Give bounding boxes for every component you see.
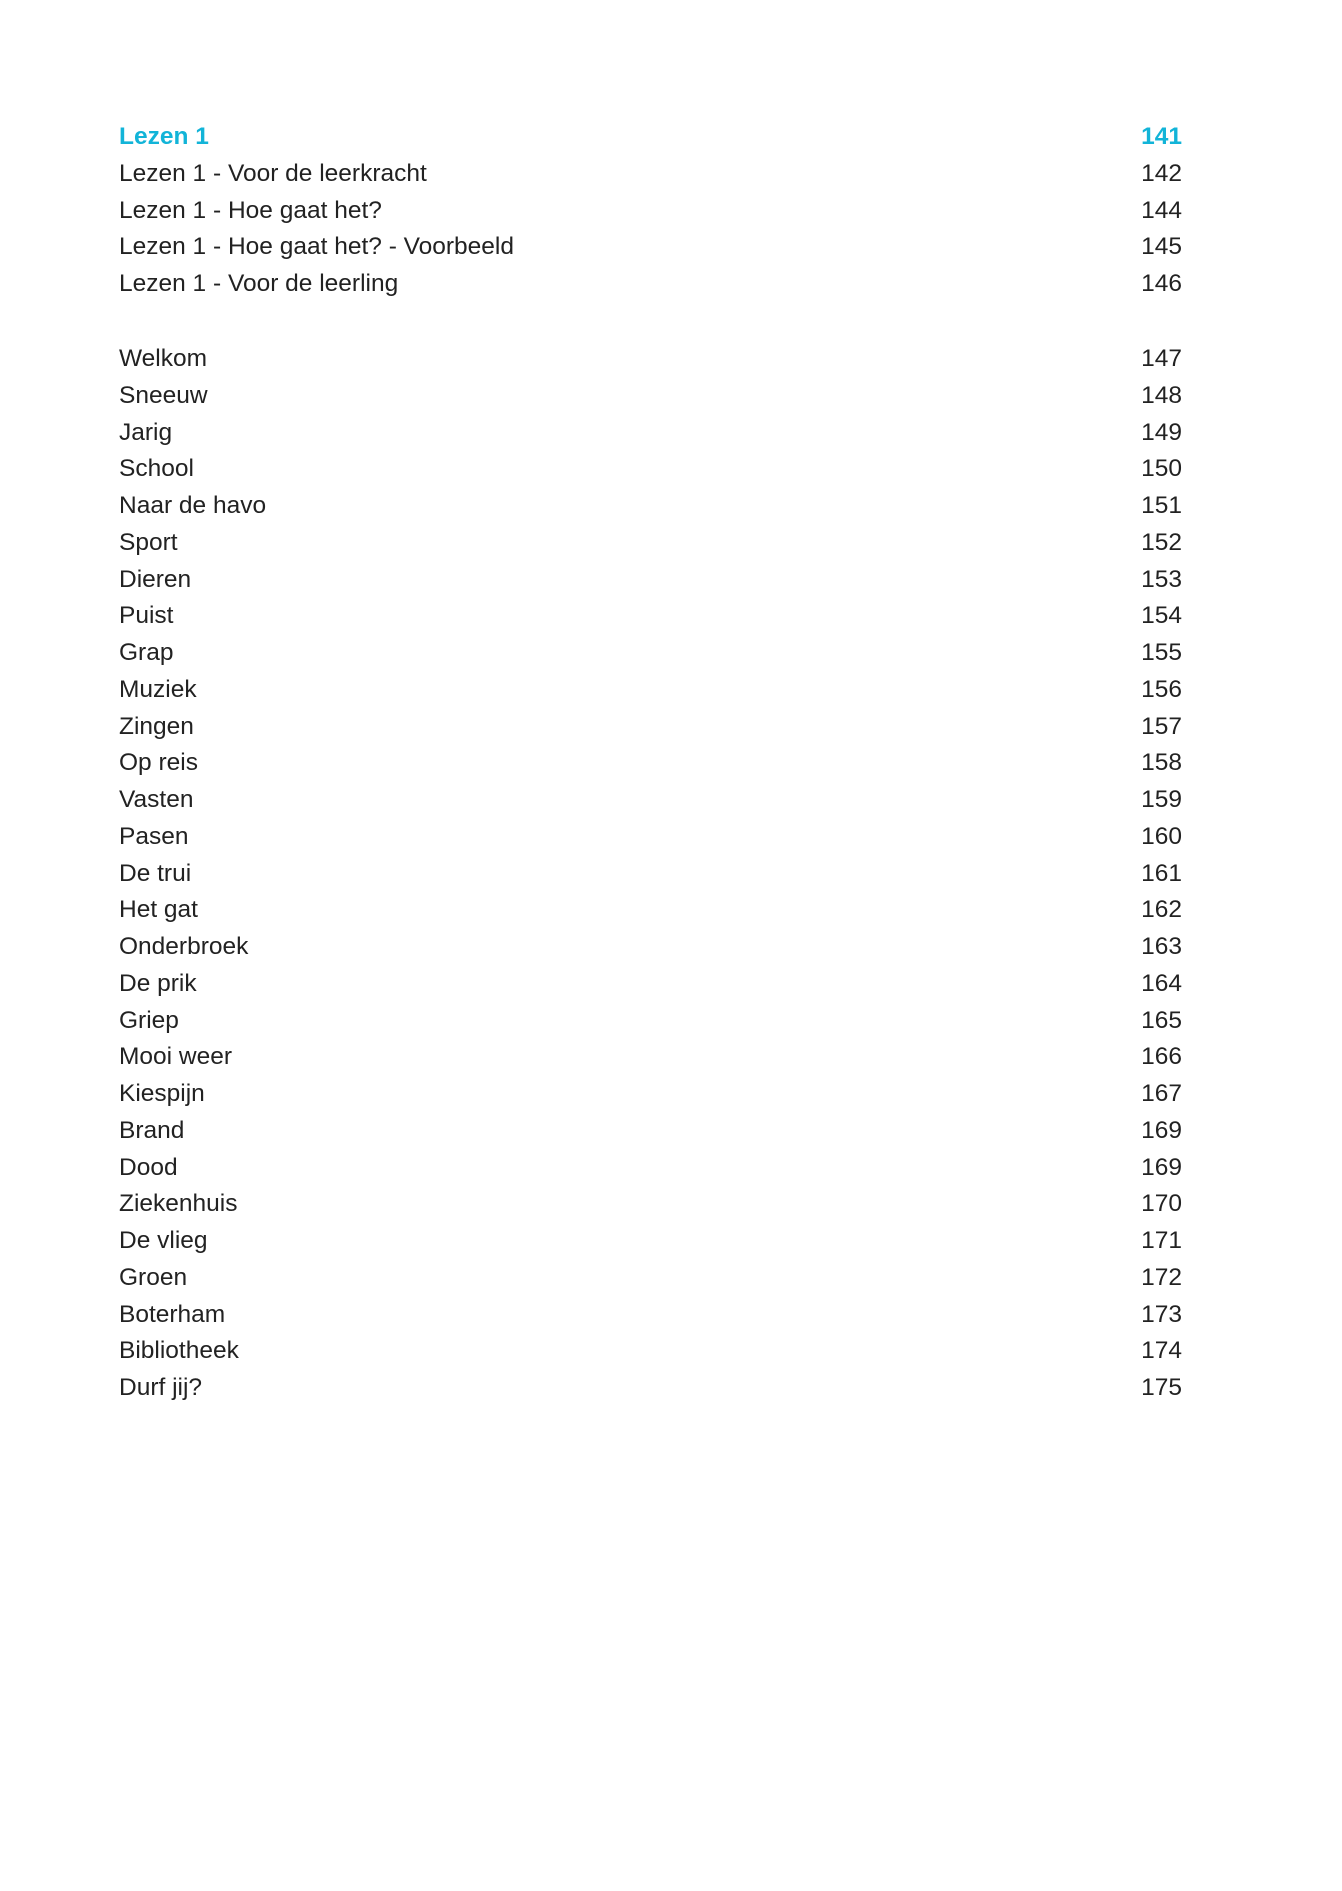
entry-page-number: 174	[1141, 1337, 1182, 1365]
toc-entry[interactable]	[119, 635, 1182, 671]
entry-page-number: 159	[1141, 786, 1182, 813]
entry-title: Jarig	[119, 418, 173, 446]
toc-entry[interactable]	[119, 672, 1182, 708]
toc-entry[interactable]	[119, 1039, 1182, 1075]
entry-title: Brand	[119, 1116, 185, 1144]
toc-entry[interactable]	[119, 488, 1182, 524]
entry-title: De prik	[119, 969, 197, 997]
toc-entry[interactable]	[119, 562, 1182, 598]
entry-title: Grap	[119, 639, 174, 666]
toc-entry[interactable]	[119, 929, 1182, 965]
entry-page-number: 152	[1141, 528, 1182, 556]
toc-entry[interactable]	[119, 415, 1182, 451]
entry-page-number: 166	[1141, 1043, 1182, 1071]
entry-page-number: 155	[1141, 639, 1182, 666]
entry-page-number: 167	[1141, 1080, 1182, 1107]
entry-title: School	[119, 455, 194, 483]
entry-page-number: 153	[1141, 565, 1182, 593]
toc-entry[interactable]	[119, 229, 1182, 265]
toc-entry[interactable]	[119, 1260, 1182, 1296]
entry-page-number: 173	[1141, 1300, 1182, 1328]
entry-title: Durf jij?	[119, 1374, 203, 1401]
entry-page-number: 157	[1141, 712, 1182, 740]
entry-title: Sneeuw	[119, 381, 208, 409]
entry-page-number: 146	[1141, 270, 1182, 297]
toc-entry[interactable]	[119, 1150, 1182, 1186]
entry-page-number: 171	[1141, 1227, 1182, 1254]
entry-page-number: 165	[1141, 1006, 1182, 1034]
entry-page-number: 169	[1141, 1116, 1182, 1144]
entry-title: Onderbroek	[119, 933, 249, 960]
entry-page-number: 145	[1141, 233, 1182, 261]
entry-title: Lezen 1 - Voor de leerkracht	[119, 159, 427, 187]
toc-entry[interactable]	[119, 378, 1182, 414]
section-page-number: 141	[1141, 123, 1182, 150]
entry-title: Griep	[119, 1006, 179, 1034]
entry-title: Bibliotheek	[119, 1337, 239, 1365]
entry-title: Op reis	[119, 749, 198, 777]
toc-entry[interactable]	[119, 1297, 1182, 1333]
toc-entry[interactable]	[119, 451, 1182, 487]
toc-entry[interactable]	[119, 892, 1182, 928]
entry-title: Lezen 1 - Voor de leerling	[119, 270, 399, 297]
entry-page-number: 172	[1141, 1263, 1182, 1291]
entry-page-number: 158	[1141, 749, 1182, 777]
toc-entry[interactable]	[119, 782, 1182, 818]
entry-page-number: 162	[1141, 896, 1182, 924]
entry-title: Dood	[119, 1153, 178, 1181]
entry-title: Zingen	[119, 712, 194, 740]
toc-entry[interactable]	[119, 525, 1182, 561]
toc-entry[interactable]	[119, 745, 1182, 781]
entry-page-number: 169	[1141, 1153, 1182, 1181]
entry-title: Lezen 1 - Hoe gaat het?	[119, 196, 382, 224]
entry-title: Lezen 1 - Hoe gaat het? - Voorbeeld	[119, 233, 515, 261]
entry-page-number: 170	[1141, 1190, 1182, 1218]
toc-entry[interactable]	[119, 1186, 1182, 1222]
toc-entry[interactable]	[119, 856, 1182, 892]
entry-page-number: 156	[1141, 675, 1182, 703]
entry-page-number: 163	[1141, 933, 1182, 960]
toc-entry[interactable]	[119, 156, 1182, 192]
entry-page-number: 151	[1141, 492, 1182, 519]
entry-title: Naar de havo	[119, 492, 267, 519]
toc-entry[interactable]	[119, 1076, 1182, 1112]
entry-title: De vlieg	[119, 1227, 208, 1254]
toc-entry[interactable]	[119, 266, 1182, 302]
toc-entry[interactable]	[119, 598, 1182, 634]
toc-entry[interactable]	[119, 193, 1182, 229]
entry-title: De trui	[119, 859, 192, 887]
entry-title: Groen	[119, 1263, 188, 1291]
toc-entry[interactable]	[119, 1333, 1182, 1369]
entry-title: Mooi weer	[119, 1043, 233, 1071]
entry-page-number: 148	[1141, 381, 1182, 409]
entry-title: Puist	[119, 602, 174, 630]
entry-page-number: 161	[1141, 859, 1182, 887]
entry-title: Welkom	[119, 345, 208, 372]
entry-page-number: 160	[1141, 822, 1182, 850]
entry-page-number: 147	[1141, 345, 1182, 372]
section-title: Lezen 1	[119, 123, 209, 150]
entry-page-number: 164	[1141, 969, 1182, 997]
entry-title: Dieren	[119, 565, 192, 593]
toc-section-heading[interactable]	[119, 119, 1182, 155]
entry-title: Kiespijn	[119, 1080, 205, 1107]
entry-title: Boterham	[119, 1300, 226, 1328]
toc-entry[interactable]	[119, 1003, 1182, 1039]
entry-page-number: 175	[1141, 1374, 1182, 1401]
toc-entry[interactable]	[119, 341, 1182, 377]
toc-entry[interactable]	[119, 966, 1182, 1002]
entry-page-number: 144	[1141, 196, 1182, 224]
entry-title: Muziek	[119, 675, 197, 703]
entry-title: Het gat	[119, 896, 198, 924]
entry-title: Sport	[119, 528, 178, 556]
toc-entry[interactable]	[119, 819, 1182, 855]
toc-entry[interactable]	[119, 1223, 1182, 1259]
entry-page-number: 142	[1141, 159, 1182, 187]
entry-page-number: 150	[1141, 455, 1182, 483]
toc-entry[interactable]	[119, 1113, 1182, 1149]
entry-page-number: 154	[1141, 602, 1182, 630]
entry-title: Vasten	[119, 786, 194, 813]
toc-entry[interactable]	[119, 1370, 1182, 1406]
entry-title: Pasen	[119, 822, 189, 850]
toc-entry[interactable]	[119, 709, 1182, 745]
entry-page-number: 149	[1141, 418, 1182, 446]
entry-title: Ziekenhuis	[119, 1190, 238, 1218]
